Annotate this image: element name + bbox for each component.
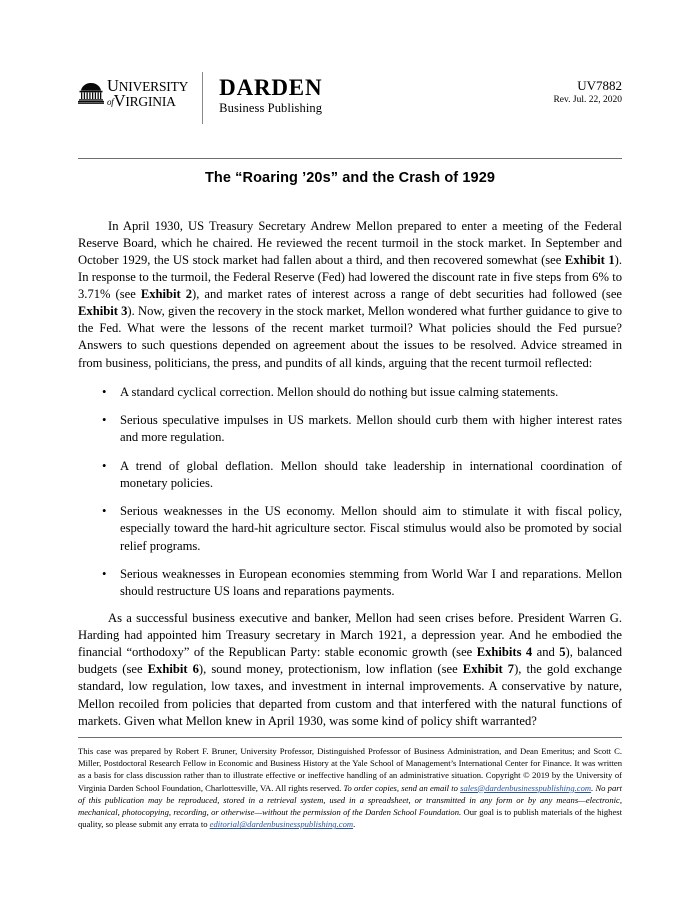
university-wordmark-line2	[107, 91, 188, 111]
exhibit-reference: Exhibit 7	[462, 662, 515, 677]
darden-title: DARDEN	[219, 75, 323, 100]
document-metadata	[553, 72, 622, 107]
list-item	[78, 566, 622, 600]
footnote-text: This case was prepared by Robert F. Bruner, University Professor, Distinguished Professor of Business Administration, and Dean Emeritus; and Scott C. Miller, Postdoctoral Research Fellow in Economic and Business History at the Yale School of Management’s International Center for Finance. It was written as a basis for class discussion rather than to illustrate effective or ineffective handling of an administrative situation. Copyright © 2019 by the University of Virginia Darden School Foundation, Charlottesville, VA. All rights reserved.	[78, 746, 622, 793]
footnote-divider-rule	[78, 737, 622, 738]
paragraph-text: ), sound money, protectionism, low inflation (see	[198, 662, 463, 677]
virginia-initial: V	[113, 91, 126, 111]
exhibit-reference: Exhibit 6	[147, 662, 199, 677]
paragraph-text: and	[532, 645, 560, 660]
footnote-order-instruction: To order copies, send an email to	[343, 782, 461, 793]
document-number: UV7882	[577, 78, 622, 93]
footnote-copyright-notice: . No part of this publication may be reproduced, stored in a retrieval system, used in a spreadsheet, or transmitted in any form or by any means—electronic, mechanical, photocopying, recording, or otherwise—without the permission of the Darden School Foundation.	[78, 782, 622, 818]
document-revision-date: Rev. Jul. 22, 2020	[553, 95, 622, 106]
turmoil-explanations-list	[78, 384, 622, 601]
university-word: NIVERSITY	[118, 79, 189, 94]
brand-divider	[202, 72, 203, 124]
bullet-marker-icon: •	[102, 384, 107, 399]
university-of-virginia-logo	[78, 72, 188, 109]
page-header	[78, 72, 622, 134]
bullet-marker-icon: •	[102, 567, 107, 582]
university-wordmark	[107, 78, 188, 109]
rotunda-icon	[78, 81, 104, 105]
list-item-text: Serious speculative impulses in US markets. Mellon should curb them with higher interest rates and more regulation.	[120, 413, 622, 445]
paragraph-text: ), and market rates of interest across a range of debt securities had followed (see	[192, 287, 623, 302]
university-initial: U	[107, 76, 119, 95]
list-item-text: A standard cyclical correction. Mellon should do nothing but issue calming statements.	[120, 384, 559, 399]
exhibit-reference: Exhibit 1	[564, 253, 615, 268]
bullet-marker-icon: •	[102, 504, 107, 519]
editorial-email-link[interactable]: editorial@dardenbusinesspublishing.com	[209, 819, 354, 830]
sales-email-link[interactable]: sales@dardenbusinesspublishing.com	[460, 782, 592, 793]
list-item-text: Serious weaknesses in European economies stemming from World War I and reparations. Mellon should restructure US loans and reparations payments.	[120, 567, 622, 599]
list-item	[78, 384, 622, 401]
document-body	[78, 218, 622, 730]
paragraph-text: As a successful business executive and banker, Mellon had seen crises before. President Warren G. Harding had appointed him Treasury secretary in March 1921, a depression year. And he embodied the financial “orthodoxy” of the Republican Party: stable economic growth (see	[78, 611, 622, 660]
exhibit-reference: Exhibits 4	[476, 645, 533, 660]
publisher-brand-lockup	[78, 72, 322, 124]
paragraph-text: ). Now, given the recovery in the stock market, Mellon wondered what further guidance to give to the Fed. What were the lessons of the recent market turmoil? What policies should the Fed pursue? Answers to such questions depended on agreement about the issues to be resolved. Advice streamed in from business, politicians, the press, and pundits of all kinds, arguing that the recent turmoil reflected:	[78, 304, 622, 370]
footnote-text: Our goal is to publish materials of the highest quality, so please submit any errata to	[78, 807, 623, 830]
exhibit-reference: 5	[559, 645, 566, 660]
exhibit-reference: Exhibit 2	[140, 287, 193, 302]
header-divider-rule	[78, 158, 622, 159]
list-item	[78, 503, 622, 554]
paragraph-text: ). In response to the turmoil, the Federal Reserve (Fed) had lowered the discount rate in five steps from 6% to 3.71% (see	[78, 253, 623, 302]
paragraph-mellon-background	[78, 610, 622, 729]
virginia-word: IRGINIA	[125, 94, 176, 110]
page-title: The “Roaring ’20s” and the Crash of 1929	[204, 170, 496, 186]
bullet-marker-icon: •	[102, 413, 107, 428]
list-item	[78, 458, 622, 492]
list-item	[78, 412, 622, 446]
paragraph-text: In April 1930, US Treasury Secretary Andrew Mellon prepared to enter a meeting of the Federal Reserve Board, which he chaired. He reviewed the recent turmoil in the stock market. In September and October 1929, the US stock market had fallen about a third, and then recovered somewhat (see	[78, 219, 622, 268]
footnote-credits	[78, 745, 622, 830]
paragraph-intro	[78, 218, 622, 372]
list-item-text: A trend of global deflation. Mellon should take leadership in international coordination of monetary policies.	[120, 458, 622, 490]
paragraph-text: ), balanced budgets (see	[78, 645, 622, 677]
paragraph-text: ), the gold exchange standard, low regulation, low taxes, and investment in internal improvements. A conservative by nature, Mellon recoiled from policies that departed from custom and that interfered with the natural functions of markets. Given what Mellon knew in April 1930, was some kind of policy shift warranted?	[78, 662, 622, 728]
bullet-marker-icon: •	[102, 458, 107, 473]
exhibit-reference: Exhibit 3	[78, 304, 128, 319]
university-of-word: of	[107, 97, 114, 108]
darden-subtitle: Business Publishing	[219, 101, 323, 116]
list-item-text: Serious weaknesses in the US economy. Mellon should aim to stimulate it with fiscal policy, especially toward the hard-hit agriculture sector. Fiscal stimulus would also be promoted by social relief programs.	[120, 504, 622, 553]
footnote-text: .	[353, 819, 356, 830]
darden-wordmark	[219, 72, 322, 118]
